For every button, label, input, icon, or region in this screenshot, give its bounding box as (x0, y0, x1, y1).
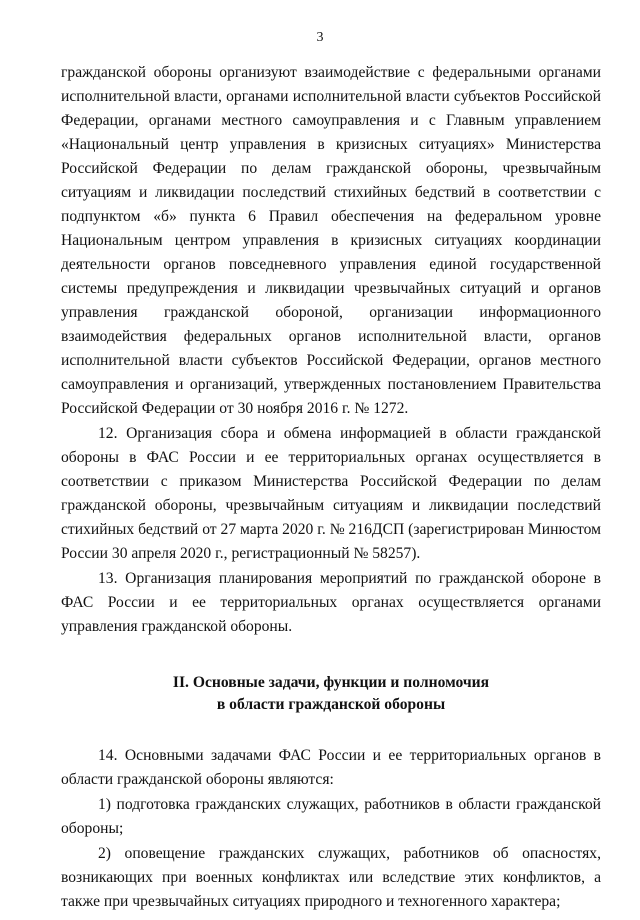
document-body (61, 61, 601, 914)
paragraph-12: 12. Организация сбора и обмена информацией в области гражданской обороны в ФАС России и ее территориальных органах осуществляется в соответствии с приказом Министерства Российской Федерации по делам гражданской обороны, чрезвычайным ситуациям и ликвидации последствий стихийных бедствий от 27 марта 2020 г. № 216ДСП (зарегистрирован Минюстом России 30 апреля 2020 г., регистрационный № 58257). (61, 425, 601, 562)
list-item-2: 2) оповещение гражданских служащих, работников об опасностях, возникающих при военных конфликтах или вследствие этих конфликтов, а также при чрезвычайных ситуациях природного и техногенного характера; (61, 845, 601, 910)
section-heading (61, 672, 601, 716)
list-item-1: 1) подготовка гражданских служащих, работников в области гражданской обороны; (61, 796, 601, 837)
paragraph-14: 14. Основными задачами ФАС России и ее территориальных органов в области гражданской обороны являются: (61, 747, 601, 788)
paragraph-continuation: гражданской обороны организуют взаимодействие с федеральными органами исполнительной власти, органами исполнительной власти субъектов Российской Федерации, органами местного самоуправления и с Главным управлением «Национальный центр управления в кризисных ситуациях» Министерства Российской Федерации по делам гражданской обороны, чрезвычайным ситуациям и ликвидации последствий стихийных бедствий в соответствии с подпунктом «б» пункта 6 Правил обеспечения на федеральном уровне Национальным центром управления в кризисных ситуациях координации деятельности органов повседневного управления единой государственной системы предупреждения и ликвидации чрезвычайных ситуаций и органов управления гражданской обороной, организации информационного взаимодействия федеральных органов исполнительной власти, органов исполнительной власти субъектов Российской Федерации, органов местного самоуправления и организаций, утвержденных постановлением Правительства Российской Федерации от 30 ноября 2016 г. № 1272. (61, 64, 601, 417)
paragraph-13: 13. Организация планирования мероприятий по гражданской обороне в ФАС России и ее территориальных органах осуществляется органами управления гражданской обороны. (61, 570, 601, 635)
page-number: 3 (316, 30, 324, 45)
section-heading-line-2: в области гражданской обороны (216, 696, 446, 713)
section-heading-line-1: II. Основные задачи, функции и полномочия (172, 674, 490, 691)
